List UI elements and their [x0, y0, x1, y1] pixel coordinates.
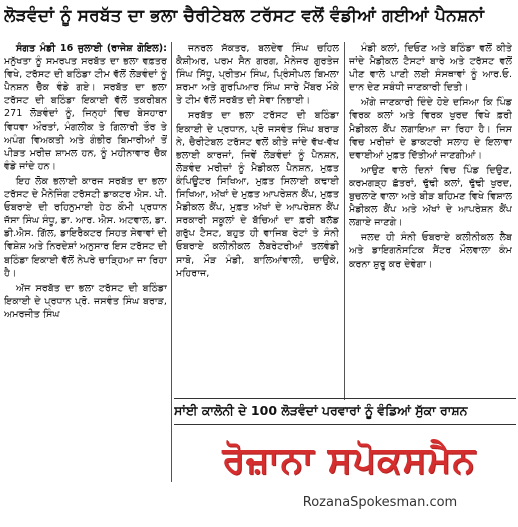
- article-column-1: [4, 42, 167, 482]
- paragraph: ਅੱਜ ਸਰਬੱਤ ਦਾ ਭਲਾ ਟਰੱਸਟ ਦੀ ਬਠਿੰਡਾ ਇਕਾਈ ਦੇ ਪ੍ਰਧਾਨ ਪ੍ਰੋ. ਜਸਵੰਤ ਸਿੰਘ ਬਰਾੜ, ਅਮਰਜੀਤ ਸਿੰਘ: [4, 282, 167, 320]
- paragraph: ਮੰਡੀ ਕਲਾਂ, ਦਿਓਣ ਅਤੇ ਬਠਿੰਡਾ ਵਲੋਂ ਕੀਤੇ ਜਾਂਦੇ ਮੈਡੀਕਲ ਟੈਸਟਾਂ ਬਾਰੇ ਅਤੇ ਟਰੱਸਟ ਵਲੋਂ ਪੀਣ ਵਾਲੇ ਪਾਣੀ ਲਈ ਸੰਸਥਾਵਾਂ ਨੂੰ ਆਰ.ਓ. ਦਾਨ ਦੇਣ ਸਬੰਧੀ ਜਾਣਕਾਰੀ ਦਿਤੀ।: [349, 43, 512, 94]
- subheadline-rule-bottom: [174, 424, 516, 425]
- newspaper-logo: ਰੋਜ਼ਾਨਾ ਸਪੋਕਸਮੈਨ: [222, 440, 476, 481]
- column-divider: [171, 42, 172, 482]
- paragraph: ਜਨਰਲ ਸੱਕਤਰ, ਬਲਦੇਵ ਸਿੰਘ ਚਹਿਲ ਕੈਸ਼ੀਅਰ, ਪਰਮ ਸੈਨ ਗਰਗ, ਮੈਨੇਜਰ ਗੁਰਤੇਜ ਸਿੰਘ ਸਿੱਧੂ, ਪ੍ਰੀਤਮ ਸਿੰਘ, ਪ੍ਰਿੰਸੀਪਲ ਬਿਮਲਾ ਸ਼ਰਮਾ ਅਤੇ ਗੁਰਪਿਆਰ ਸਿੰਘ ਸਾਰੇ ਮੈਂਬਰ ਮੌਕੇ ਤੇ ਟੀਮ ਵੱਲੋਂ ਸਰਬੱਤ ਦੀ ਸੇਵਾ ਨਿਭਾਈ।: [176, 43, 339, 107]
- website-url: RozanaSpokesman.com: [302, 495, 458, 510]
- paragraph: ਇਹ ਲੋਕ ਭਲਾਈ ਕਾਰਜ ਸਰਬੱਤ ਦਾ ਭਲਾ ਟਰੱਸਟ ਦੇ ਮੈਨੇਜਿੰਗ ਟਰੱਸਟੀ ਡਾਕਟਰ ਐਸ. ਪੀ. ਓਬਰਾਏ ਦੀ ਰਹਿਨੁਮਾਈ ਹੇਠ ਕੌਮੀ ਪ੍ਰਧਾਨ ਜੱਸਾ ਸਿੰਘ ਸੰਧੂ, ਡਾ. ਆਰ. ਐਸ. ਅਟਵਾਲ, ਡਾ. ਡੀ.ਐਸ. ਗਿੱਲ, ਡਾਇਰੈਕਟਰ ਸਿਹਤ ਸੇਵਾਵਾਂ ਦੀ ਵਿਸ਼ੇਸ਼ ਅਤੇ ਨਿਰਦੇਸ਼ਾਂ ਅਨੁਸਾਰ ਇਸ ਟਰੱਸਟ ਦੀ ਬਠਿੰਡਾ ਇਕਾਈ ਵੱਲੋਂ ਨੇਪਰੇ ਚਾੜ੍ਹਿਆ ਜਾ ਰਿਹਾ ਹੈ।: [4, 175, 167, 279]
- paragraph: ਮਨੁੱਖਤਾ ਨੂੰ ਸਮਰਪਤ ਸਰਬੱਤ ਦਾ ਭਲਾ ਵਫ਼ਤਰ ਵਿਖੇ, ਟਰੱਸਟ ਦੀ ਬਠਿੰਡਾ ਟੀਮ ਵੱਲੋਂ ਲੋੜਵੰਦਾਂ ਨੂੰ ਪੈਨਸ਼ਨ ਚੈੱਕ ਵੰਡੇ ਗਏ। ਸਰਬੱਤ ਦਾ ਭਲਾ ਟਰੱਸਟ ਦੀ ਬਠਿੰਡਾ ਇਕਾਈ ਵੱਲੋਂ ਤਕਰੀਬਨ 271 ਲੋੜਵੰਦਾਂ ਨੂੰ, ਜਿਨ੍ਹਾਂ ਵਿਚ ਬੇਸਹਾਰਾ ਵਿਧਵਾ ਔਰਤਾਂ, ਮੰਗਲੀਕ ਤੇ ਗਿਲਾਰੀ ਤੌਰ ਤੇ ਅਪੰਗ ਵਿਅਕਤੀ ਅਤੇ ਗੰਭੀਰ ਬਿਮਾਰੀਆਂ ਤੋਂ ਪੀੜਤ ਮਰੀਜ਼ ਸ਼ਾਮਲ ਹਨ, ਨੂੰ ਮਹੀਨਾਵਾਰ ਚੈੱਕ ਵੰਡੇ ਜਾਂਦੇ ਹਨ।: [4, 56, 167, 172]
- paragraph: ਅੱਗੇ ਜਾਣਕਾਰੀ ਦਿੰਦੇ ਹੋਏ ਦਸਿਆ ਕਿ ਪਿੰਡ ਵਿਰਕ ਕਲਾਂ ਅਤੇ ਵਿਰਕ ਖੁਰਦ ਵਿਖੇ ਫ਼ਰੀ ਮੈਡੀਕਲ ਕੈਂਪ ਲਗਾਇਆ ਜਾ ਰਿਹਾ ਹੈ। ਜਿਸ ਵਿਚ ਮਰੀਜ਼ਾਂ ਦੇ ਡਾਕਟਰੀ ਸਲਾਹ ਦੇ ਇਲਾਵਾ ਦਵਾਈਆਂ ਮੁਫ਼ਤ ਦਿੱਤੀਆਂ ਜਾਣਗੀਆਂ।: [349, 97, 512, 161]
- paragraph: ਸਰਬੱਤ ਦਾ ਭਲਾ ਟਰੱਸਟ ਦੀ ਬਠਿੰਡਾ ਇਕਾਈ ਦੇ ਪ੍ਰਧਾਨ, ਪ੍ਰੋ ਜਸਵੰਤ ਸਿੰਘ ਬਰਾੜ ਨੇ, ਚੈਰੀਟੇਬਲ ਟਰੱਸਟ ਵਲੋਂ ਕੀਤੇ ਜਾਂਦੇ ਵੱਖ-ਵੱਖ ਭਲਾਈ ਕਾਰਜਾਂ, ਜਿਵੇਂ ਲੋੜਵੰਦਾਂ ਨੂੰ ਪੈਨਸ਼ਨ, ਲੋੜਵੰਦ ਮਰੀਜ਼ਾਂ ਨੂੰ ਮੈਡੀਕਲ ਪੈਨਸ਼ਨ, ਮੁਫ਼ਤ ਕੰਪਿਊਟਰ ਸਿਖਿਆ, ਮੁਫ਼ਤ ਸਿਲਾਈ ਕਢਾਈ ਸਿਖਿਆ, ਅੱਖਾਂ ਦੇ ਮੁਫ਼ਤ ਆਪਰੇਸ਼ਨ ਕੈਂਪ, ਮੁਫ਼ਤ ਮੈਡੀਕਲ ਕੈਂਪ, ਮੁਫ਼ਤ ਅੱਖਾਂ ਦੇ ਆਪਰੇਸ਼ਨ ਕੈਂਪ ਸਰਕਾਰੀ ਸਕੂਲਾਂ ਦੇ ਬੱਚਿਆਂ ਦਾ ਫ਼ਰੀ ਬਲੱਡ ਗਰੁੱਪ ਟੈਸਟ, ਬਹੁਤ ਹੀ ਵਾਜਿਬ ਰੇਟਾਂ ਤੇ ਸੰਨੀ ਓਬਰਾਏ ਕਲੀਨੀਕਲ ਲੈਬਰੇਟਰੀਆਂ ਤਲਵੰਡੀ ਸਾਬੋ, ਮੌੜ ਮੰਡੀ, ਬਾਲਿਆਂਵਾਲੀ, ਚਾਉਕੇ, ਮਹਿਰਾਜ,: [176, 110, 339, 279]
- paragraph: ਜਲਦ ਹੀ ਸੰਨੀ ਓਬਰਾਏ ਕਲੀਨੀਕਲ ਲੈਬ ਅਤੇ ਡਾਇਗਨੋਸਟਿਕ ਸੈਂਟਰ ਮੌਲਵਾਲਾ ਕੰਮ ਕਰਨਾ ਸ਼ੁਰੂ ਕਰ ਦੇਵੇਗਾ।: [349, 232, 512, 270]
- headline: ਲੋੜਵੰਦਾਂ ਨੂੰ ਸਰਬੱਤ ਦਾ ਭਲਾ ਚੈਰੀਟੇਬਲ ਟਰੱਸਟ ਵਲੋਂ ਵੰਡੀਆਂ ਗਈਆਂ ਪੈਨਸ਼ਨਾਂ: [4, 6, 485, 26]
- subheadline: ਸਾਂਈ ਕਾਲੋਨੀ ਦੇ 100 ਲੋੜਵੰਦਾਂ ਪਰਵਾਰਾਂ ਨੂੰ ਵੰਡਿਆਂ ਸੁੱਕਾ ਰਾਸ਼ਨ: [174, 400, 516, 422]
- paragraph: ਆਉਣ ਵਾਲੇ ਦਿਨਾਂ ਵਿਚ ਪਿੰਡ ਦਿਉਣ, ਕਰਮਗੜ੍ਹ ਛੱਤਰਾਂ, ਢੁੱਢੀ ਕਲਾਂ, ਢੁੱਢੀ ਖੁਰਦ, ਬੁਚਲਾਣੇ ਵਾਲਾ ਅਤੇ ਬੀੜ ਬਹਿਮਣ ਵਿਖੇ ਵਿਸ਼ਾਲ ਮੈਡੀਕਲ ਕੈਂਪ ਅਤੇ ਅੱਖਾਂ ਦੇ ਆਪਰੇਸ਼ਨ ਕੈਂਪ ਲਗਾਏ ਜਾਣਗੇ।: [349, 164, 512, 229]
- subheadline-rule-top: [174, 398, 516, 399]
- article-column-2: [176, 42, 339, 400]
- dateline: ਸੰਗਤ ਮੰਡੀ 16 ਜੁਲਾਈ (ਰਾਜੇਸ਼ ਗੋਇਲ):: [16, 43, 167, 54]
- article-column-3: [349, 42, 512, 400]
- column-divider: [344, 42, 345, 400]
